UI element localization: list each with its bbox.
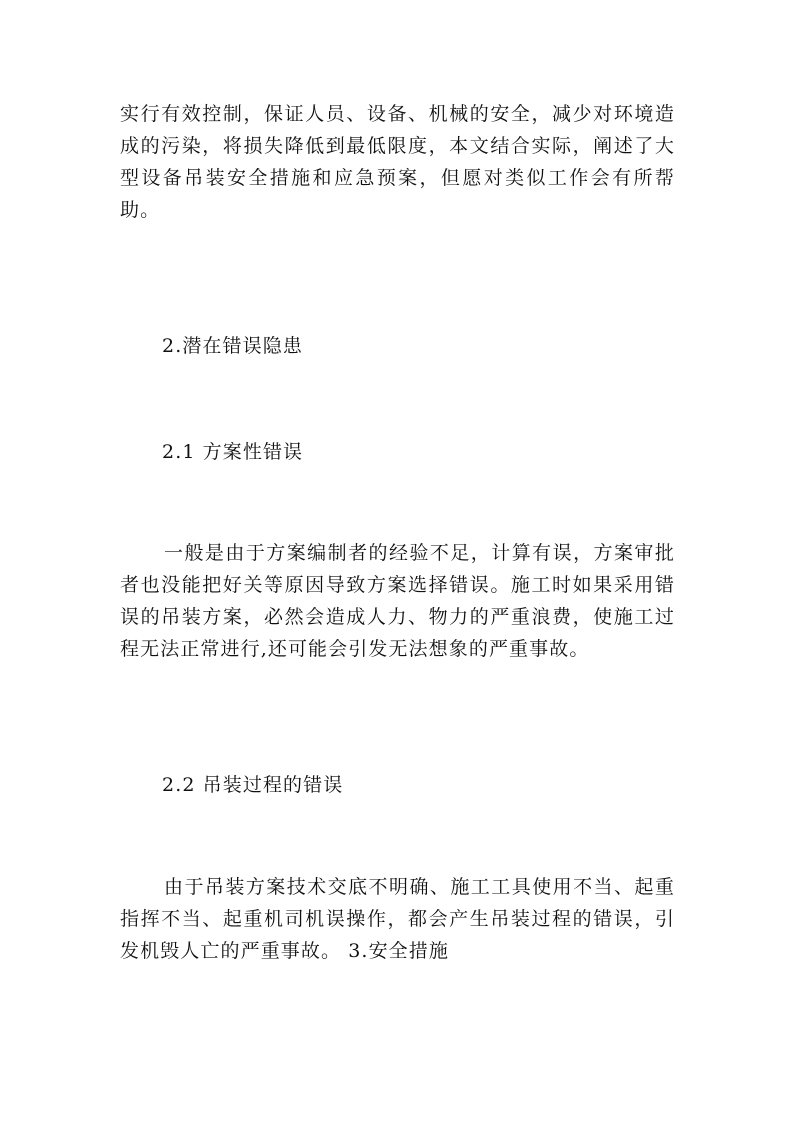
lifting-process-errors-paragraph: 由于吊装方案技术交底不明确、施工工具使用不当、起重指挥不当、起重机司机误操作，都会产生吊装过程的错误，引发机毁人亡的严重事故。 3.安全措施 [120, 876, 675, 962]
section-heading-potential-errors: 2.潜在错误隐患 [162, 335, 303, 357]
subsection-heading-plan-errors: 2.1 方案性错误 [162, 441, 304, 463]
intro-paragraph: 实行有效控制，保证人员、设备、机械的安全，减少对环境造成的污染，将损失降低到最低限度，本文结合实际，阐述了大型设备吊装安全措施和应急预案，但愿对类似工作会有所帮助。 [120, 103, 675, 221]
subsection-heading-lifting-process-errors: 2.2 吊装过程的错误 [162, 774, 344, 796]
plan-errors-paragraph: 一般是由于方案编制者的经验不足，计算有误，方案审批者也没能把好关等原因导致方案选择错误。施工时如果采用错误的吊装方案，必然会造成人力、物力的严重浪费，使施工过程无法正常进行,还可能会引发无法想象的严重事故。 [120, 542, 675, 660]
